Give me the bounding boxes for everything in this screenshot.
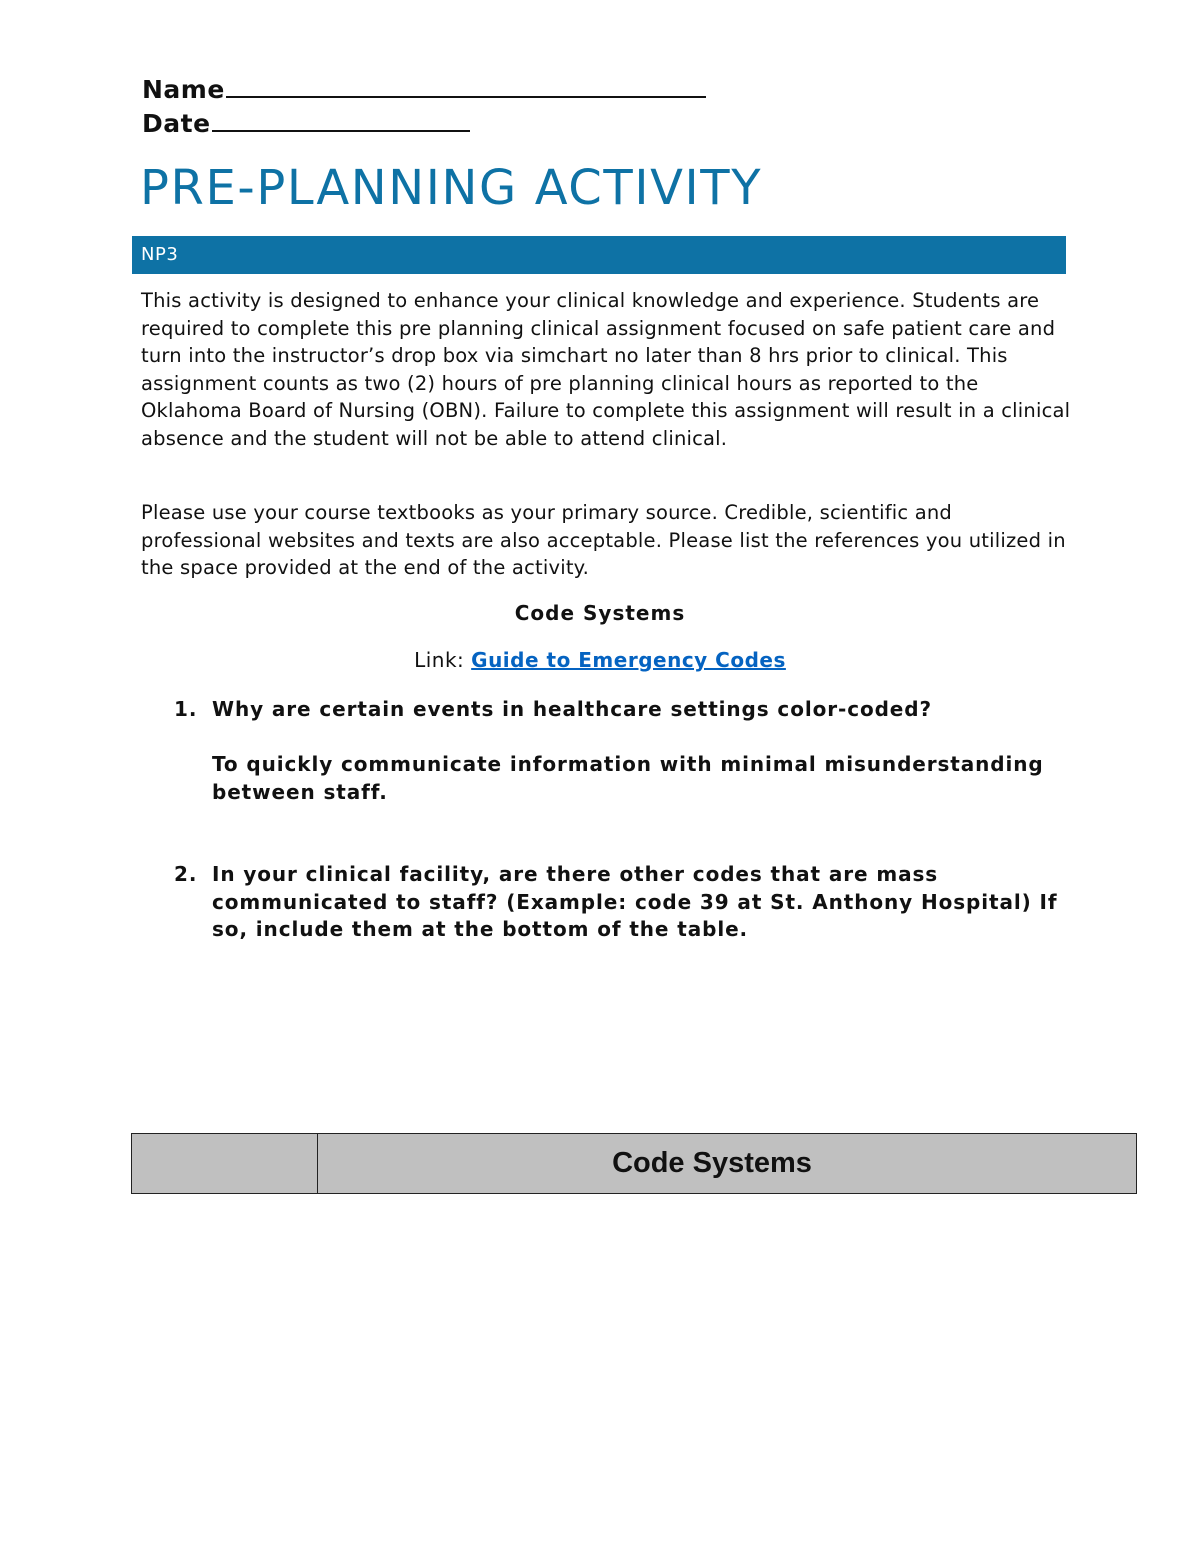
code-systems-table (131, 1133, 1137, 1194)
header-fields (142, 72, 706, 140)
name-blank-line[interactable] (226, 72, 706, 98)
date-label: Date (142, 109, 211, 138)
question-text: In your clinical facility, are there other codes that are mass communicated to staff? (Example: code 39 at St. Anthony Hospital) If so, include them at the bottom of the table. (212, 862, 1058, 941)
course-code-banner (132, 236, 1066, 274)
table-header-row (132, 1134, 1137, 1194)
link-prefix: Link: (414, 648, 465, 672)
answer-1: To quickly communicate information with minimal misunderstanding between staff. (212, 752, 1044, 804)
page-title: PRE-PLANNING ACTIVITY (140, 160, 763, 216)
date-blank-line[interactable] (212, 106, 470, 132)
link-line (0, 648, 1200, 672)
course-code: NP3 (141, 244, 179, 265)
emergency-codes-link[interactable]: Guide to Emergency Codes (471, 648, 786, 672)
date-field[interactable] (142, 106, 706, 140)
intro-paragraph-1: This activity is designed to enhance your clinical knowledge and experience. Students are required to complete this pre planning clinical assignment focused on safe patient care and turn into the instructor’s drop box via simchart no later than 8 hrs prior to clinical. This assignment counts as two (2) hours of pre planning clinical hours as reported to the Oklahoma Board of Nursing (OBN). Failure to complete this assignment will result in a clinical absence and the student will not be able to attend clinical. (141, 289, 1071, 450)
intro-paragraph-2: Please use your course textbooks as your primary source. Credible, scientific and professional websites and texts are also acceptable. Please list the references you utilized in the space provided at the end of the activity. (141, 501, 1066, 579)
table-header-title: Code Systems (318, 1134, 1137, 1194)
question-1 (174, 696, 1074, 724)
question-text: Why are certain events in healthcare settings color-coded? (212, 697, 932, 721)
question-number: 2. (174, 862, 198, 886)
question-2 (174, 861, 1074, 944)
section-heading: Code Systems (514, 601, 686, 625)
name-label: Name (142, 75, 225, 104)
name-field[interactable] (142, 72, 706, 106)
table-header-left-cell (132, 1134, 318, 1194)
question-number: 1. (174, 697, 198, 721)
